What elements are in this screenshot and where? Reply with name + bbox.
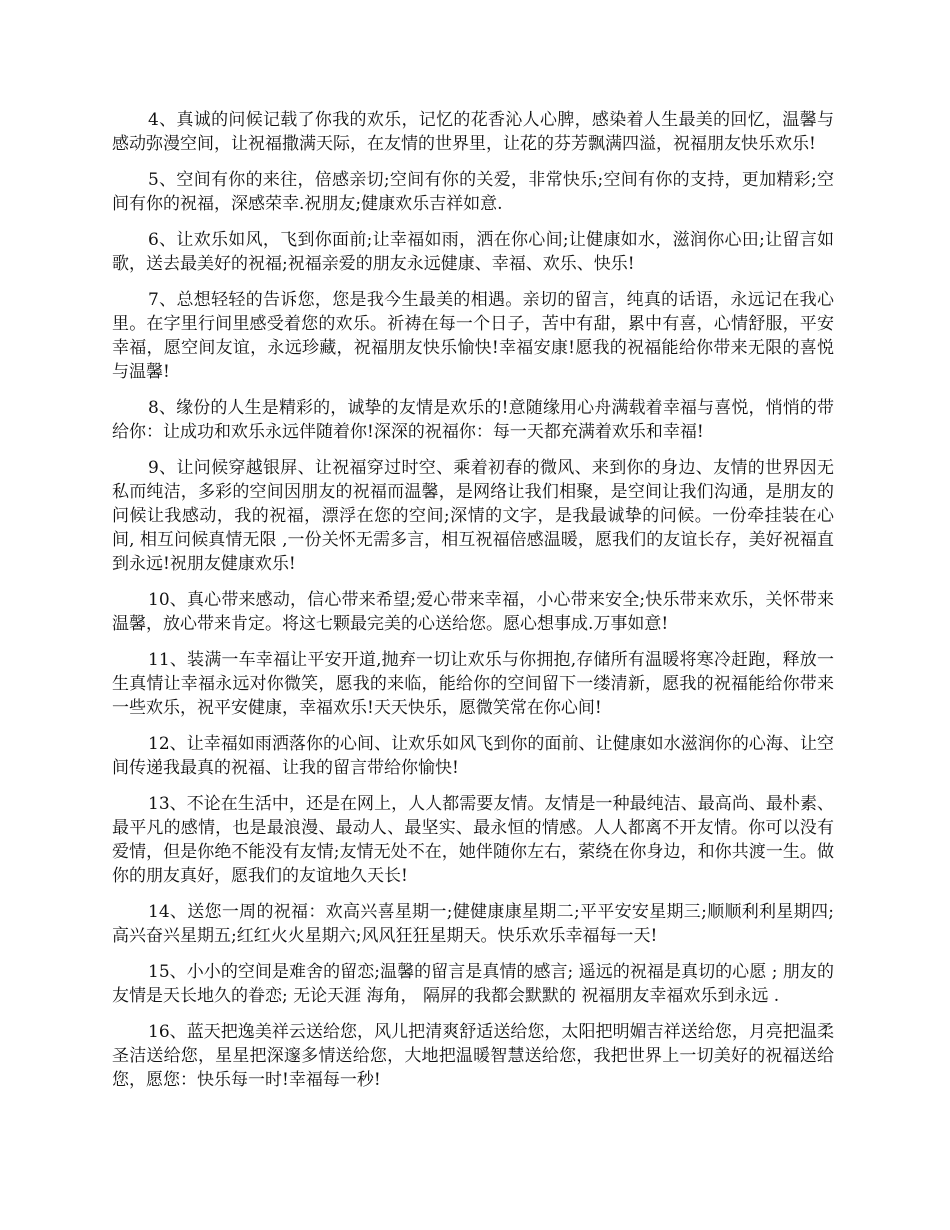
paragraph-12: 12、让幸福如雨洒落你的心间、让欢乐如风飞到你的面前、让健康如水滋润你的心海、让空间传递我最真的祝福、让我的留言带给你愉快!	[112, 734, 834, 778]
paragraph-16: 16、蓝天把逸美祥云送给您，风儿把清爽舒适送给您，太阳把明媚吉祥送给您，月亮把温柔圣洁送给您，星星把深邃多情送给您，大地把温暖智慧送给您，我把世界上一切美好的祝福送给您，愿您：快乐每一时!幸福每一秒!	[112, 1022, 834, 1090]
paragraph-15: 15、小小的空间是难舍的留恋;温馨的留言是真情的感言; 遥远的祝福是真切的心愿 ; 朋友的友情是天长地久的眷恋; 无论天涯 海角， 隔屏的我都会默默的 祝福朋友幸福欢乐到永远 .	[112, 962, 834, 1006]
document-body	[112, 108, 834, 1104]
paragraph-14: 14、送您一周的祝福：欢高兴喜星期一;健健康康星期二;平平安安星期三;顺顺利利星期四;高兴奋兴星期五;红红火火星期六;风风狂狂星期天。快乐欢乐幸福每一天!	[112, 902, 834, 946]
paragraph-10: 10、真心带来感动，信心带来希望;爱心带来幸福，小心带来安全;快乐带来欢乐，关怀带来温馨，放心带来肯定。将这七颗最完美的心送给您。愿心想事成.万事如意!	[112, 590, 834, 634]
paragraph-13: 13、不论在生活中，还是在网上，人人都需要友情。友情是一种最纯洁、最高尚、最朴素、最平凡的感情，也是最浪漫、最动人、最坚实、最永恒的情感。人人都离不开友情。你可以没有爱情，但是你绝不能没有友情;友情无处不在，她伴随你左右，萦绕在你身边，和你共渡一生。做你的朋友真好，愿我们的友谊地久天长!	[112, 794, 834, 886]
paragraph-4: 4、真诚的问候记载了你我的欢乐，记忆的花香沁人心脾，感染着人生最美的回忆，温馨与感动弥漫空间，让祝福撒满天际，在友情的世界里，让花的芬芳飘满四溢，祝福朋友快乐欢乐!	[112, 110, 834, 154]
paragraph-6: 6、让欢乐如风，飞到你面前;让幸福如雨，洒在你心间;让健康如水，滋润你心田;让留言如歌，送去最美好的祝福;祝福亲爱的朋友永远健康、幸福、欢乐、快乐!	[112, 230, 834, 274]
paragraph-9: 9、让问候穿越银屏、让祝福穿过时空、乘着初春的微风、来到你的身边、友情的世界因无私而纯洁，多彩的空间因朋友的祝福而温馨，是网络让我们相聚，是空间让我们沟通，是朋友的问候让我感动，我的祝福，漂浮在您的空间;深情的文字，是我最诚挚的问候。一份牵挂装在心间, 相互问候真情无限 ,一份关怀无需多言，相互祝福倍感温暖，愿我们的友谊长存，美好祝福直到永远!祝朋友健康欢乐!	[112, 458, 834, 574]
paragraph-5: 5、空间有你的来往，倍感亲切;空间有你的关爱，非常快乐;空间有你的支持，更加精彩;空间有你的祝福，深感荣幸.祝朋友;健康欢乐吉祥如意.	[112, 170, 834, 214]
paragraph-8: 8、缘份的人生是精彩的，诚挚的友情是欢乐的!意随缘用心舟满载着幸福与喜悦，悄悄的带给你：让成功和欢乐永远伴随着你!深深的祝福你：每一天都充满着欢乐和幸福!	[112, 398, 834, 442]
paragraph-11: 11、装满一车幸福让平安开道,抛弃一切让欢乐与你拥抱,存储所有温暖将寒冷赶跑，释放一生真情让幸福永远对你微笑，愿我的来临，能给你的空间留下一缕清新，愿我的祝福能给你带来一些欢乐，祝平安健康，幸福欢乐!天天快乐，愿微笑常在你心间!	[112, 650, 834, 718]
paragraph-7: 7、总想轻轻的告诉您，您是我今生最美的相遇。亲切的留言，纯真的话语，永远记在我心里。在字里行间里感受着您的欢乐。祈祷在每一个日子，苦中有甜，累中有喜，心情舒服，平安幸福，愿空间友谊，永远珍藏，祝福朋友快乐愉快!幸福安康!愿我的祝福能给你带来无限的喜悦与温馨!	[112, 290, 834, 382]
